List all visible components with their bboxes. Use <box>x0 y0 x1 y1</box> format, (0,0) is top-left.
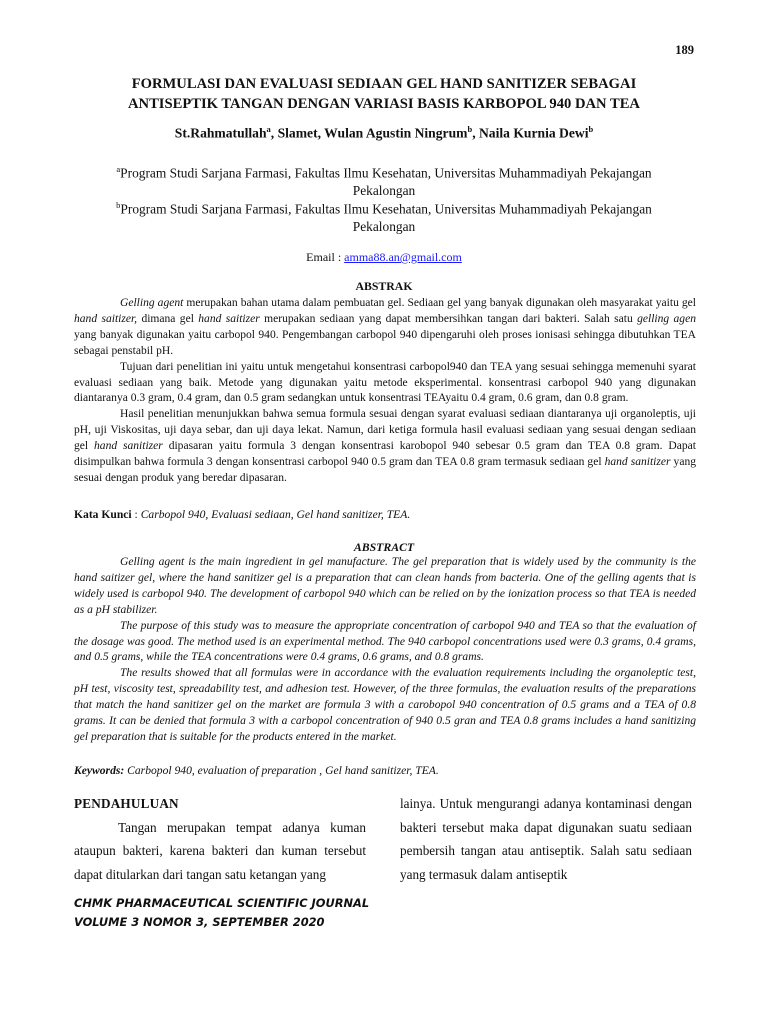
paper-title <box>60 74 708 114</box>
email-label: Email : <box>306 250 345 264</box>
abstract-paragraph-1: Gelling agent is the main ingredient in gel manufacture. The gel preparation that is widely used by the community is the hand saitizer gel, where the hand sanitizer gel is a preparation that can clean hands from bacteria. One of the gelling agents that is widely used is carbopol 940. The development of carbopol 940 which can be relied on by the ionization process so that TEA is needed as a pH stabilizer. <box>74 556 696 616</box>
footer-journal-name: CHMK PHARMACEUTICAL SCIENTIFIC JOURNAL <box>74 896 370 910</box>
keywords-text: Carbopol 940, evaluation of preparation , Gel hand sanitizer, TEA. <box>124 764 439 777</box>
affiliation-a <box>80 160 688 200</box>
affiliation-city: Pekalongan <box>352 183 416 199</box>
author-affil-mark: b <box>588 124 594 134</box>
abstrak-heading: ABSTRAK <box>355 279 413 293</box>
page-number: 189 <box>675 43 694 57</box>
term-italic: hand sanitizer <box>604 456 671 469</box>
section-heading-pendahuluan: PENDAHULUAN <box>74 796 179 811</box>
abstract-paragraph-2: The purpose of this study was to measure the appropriate concentration of carbopol 940 and TEA so that the evaluation of the dosage was good. The method used is an experimental method. The 940 carbopol concentrations used were 0.3 grams, 0.4 grams, and 0.5 grams, while the TEA concentrations were 0.4 grams, 0.6 grams, and 0.8 grams. <box>74 619 696 664</box>
title-line-1: FORMULASI DAN EVALUASI SEDIAAN GEL HAND SANITIZER SEBAGAI <box>131 76 637 92</box>
author-affil-mark: b <box>467 124 473 134</box>
kata-kunci-label: Kata Kunci <box>74 508 132 521</box>
abstrak-body <box>74 296 696 487</box>
text-run: Hasil penelitian menunjukkan bahwa semua formula sesuai dengan syarat evaluasi sediaan diantaranya uji organoleptis, uji pH, uji Viskositas, uji daya sebar, dan uji daya lekat. Namun, dari ketiga formula hasil evaluasi sediaan yang sesuai dengan sediaan gel <box>74 408 696 453</box>
author-name: Naila Kurnia Dewi <box>478 125 589 141</box>
affiliation-mark: b <box>116 200 121 210</box>
text-run: yang banyak digunakan yaitu carbopol 940. Pengembangan carbopol 940 dipengaruhi oleh proses ionisasi sehingga dibutuhkan TEA sebagai penstabil pH. <box>74 328 696 357</box>
footer-volume: VOLUME 3 NOMOR 3, SEPTEMBER 2020 <box>74 915 325 929</box>
term-italic: hand saitizer, <box>74 312 138 325</box>
affiliation-b <box>80 196 688 236</box>
author-name: St.Rahmatullah <box>174 125 267 141</box>
left-column <box>74 792 366 886</box>
text-run: yang sesuai dengan produk yang beredar dipasaran. <box>74 456 696 484</box>
term-italic: hand sanitizer <box>94 440 163 453</box>
email-line <box>60 250 708 265</box>
title-line-2: ANTISEPTIK TANGAN DENGAN VARIASI BASIS KARBOPOL 940 DAN TEA <box>128 96 640 112</box>
right-column-paragraph: lainya. Untuk mengurangi adanya kontaminasi dengan bakteri tersebut maka dapat digunakan suatu sediaan pembersih tangan atau antiseptik. Salah satu sediaan yang termasuk dalam antiseptik <box>400 796 692 882</box>
affiliation-city: Pekalongan <box>352 219 416 235</box>
author-name: Slamet, Wulan Agustin Ningrum <box>277 125 468 141</box>
abstract-body <box>74 555 696 746</box>
kata-kunci-text: Carbopol 940, Evaluasi sediaan, Gel hand sanitizer, TEA. <box>140 508 411 521</box>
keywords-label: Keywords: <box>74 764 125 777</box>
right-column <box>400 792 692 886</box>
abstract-paragraph-3: The results showed that all formulas were in accordance with the evaluation requirements including the organoleptic test, pH test, viscosity test, spreadability test, and adhesion test. However, of the three formulas, the evaluation results of the preparations that match the hand sanitizer gel on the market are formula 3 with a carobopol 940 concentration of 0.5 grams and a TEA of 0.8 grams. It can be denied that formula 3 with a carbopol concentration of 940 0.5 gran and TEA 0.8 grams includes a hand sanitizing gel preparation that is suitable for the products entered in the market. <box>74 667 696 743</box>
email-link[interactable]: amma88.an@gmail.com <box>344 250 462 264</box>
keywords-line <box>74 764 696 777</box>
kata-kunci-separator: : <box>131 508 141 521</box>
abstrak-paragraph-1 <box>74 296 696 360</box>
text-run: merupakan bahan utama dalam pembuatan gel. Sediaan gel yang banyak digunakan oleh masyarakat yaitu gel <box>183 297 696 309</box>
author-separator: , <box>270 125 278 141</box>
affiliation-text: Program Studi Sarjana Farmasi, Fakultas Ilmu Kesehatan, Universitas Muhammadiyah Pekajangan <box>120 201 652 217</box>
text-run: merupakan sediaan yang dapat membersihkan tangan dari bakteri. Salah satu <box>259 312 638 325</box>
journal-footer <box>74 894 369 932</box>
kata-kunci-line <box>74 508 696 521</box>
author-list <box>60 124 708 142</box>
abstract-heading: ABSTRACT <box>353 540 415 554</box>
text-run: dimana gel <box>137 312 199 325</box>
text-run: dipasaran yaitu formula 3 dengan konsentrasi karobopol 940 sebesar 0.5 gram dan TEA 0.8 gram. Dapat disimpulkan bahwa formula 3 dengan konsentrasi carbopol 940 0.5 gram dan TEA 0.8 gram termasuk sediaan gel <box>74 440 696 469</box>
term-italic: Gelling agent <box>120 297 184 309</box>
abstrak-paragraph-2: Tujuan dari penelitian ini yaitu untuk mengetahui konsentrasi carbopol940 dan TEA yang sesuai sehingga memenuhi syarat evaluasi sediaan yang baik. Metode yang digunakan yaitu metode eksperimental. konsentrasi carbopol 940 yang digunakan diantaranya 0.3 gram, 0.4 gram, dan 0.5 gram sedangkan untuk konsentrasi TEAyaitu 0.4 gram, 0.6 gram, dan 0.8 gram. <box>74 360 696 405</box>
author-separator: , <box>472 125 479 141</box>
term-italic: hand saitizer <box>198 312 260 325</box>
author-affil-mark: a <box>266 124 271 134</box>
affiliation-text: Program Studi Sarjana Farmasi, Fakultas Ilmu Kesehatan, Universitas Muhammadiyah Pekajangan <box>120 165 652 181</box>
left-column-paragraph: Tangan merupakan tempat adanya kuman ataupun bakteri, karena bakteri dan kuman tersebut dapat ditularkan dari tangan satu ketangan yang <box>74 819 366 882</box>
term-italic: gelling agen <box>637 312 696 325</box>
affiliation-mark: a <box>116 164 121 174</box>
abstrak-paragraph-3 <box>74 407 696 487</box>
